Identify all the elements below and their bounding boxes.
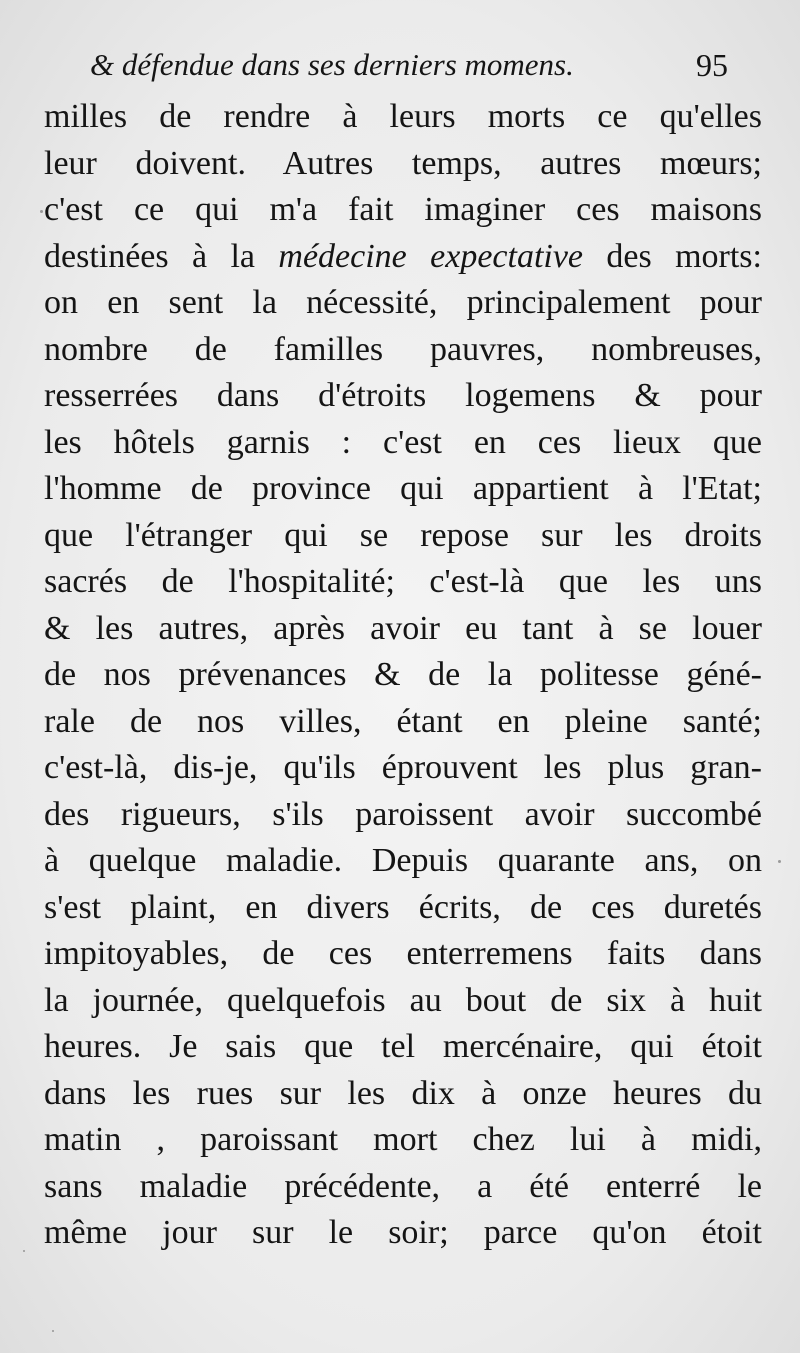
paper-speck bbox=[52, 1330, 54, 1332]
text-line: s'est plaint, en divers écrits, de ces duretés bbox=[44, 888, 762, 926]
running-head-title: & défendue dans ses derniers momens. bbox=[90, 47, 574, 82]
text-line: c'est-là, dis-je, qu'ils éprouvent les plus gran- bbox=[44, 749, 762, 786]
text-segment: destinées à la bbox=[44, 237, 279, 275]
text-line: resserrées dans d'étroits logemens & pour bbox=[44, 377, 762, 414]
text-line: nombre de familles pauvres, nombreuses, bbox=[44, 330, 762, 368]
text-line: la journée, quelquefois au bout de six à huit bbox=[44, 981, 762, 1019]
text-line: dans les rues sur les dix à onze heures du bbox=[44, 1074, 762, 1112]
page-number: 95 bbox=[696, 47, 728, 83]
text-line: impitoyables, de ces enterremens faits dans bbox=[44, 935, 762, 972]
text-line: milles de rendre à leurs morts ce qu'elles bbox=[44, 98, 762, 135]
text-line: sans maladie précédente, a été enterré le bbox=[44, 1167, 762, 1205]
body-text bbox=[44, 94, 762, 1257]
paper-speck bbox=[778, 860, 781, 863]
paper-speck bbox=[23, 1250, 25, 1252]
text-line: des rigueurs, s'ils paroissent avoir succombé bbox=[44, 795, 762, 833]
text-line: on en sent la nécessité, principalement pour bbox=[44, 284, 762, 321]
text-line: que l'étranger qui se repose sur les droits bbox=[44, 516, 762, 554]
text-line: de nos prévenances & de la politesse géné- bbox=[44, 656, 762, 693]
text-line: leur doivent. Autres temps, autres mœurs; bbox=[44, 144, 762, 182]
text-line: heures. Je sais que tel mercénaire, qui étoit bbox=[44, 1028, 762, 1065]
running-head bbox=[90, 40, 770, 90]
text-line: c'est ce qui m'a fait imaginer ces maisons bbox=[44, 191, 762, 228]
text-line bbox=[44, 234, 762, 281]
italic-phrase: médecine expectative bbox=[278, 237, 584, 275]
text-line: rale de nos villes, étant en pleine santé; bbox=[44, 702, 762, 740]
text-line: même jour sur le soir; parce qu'on étoit bbox=[44, 1214, 762, 1251]
text-segment: des morts: bbox=[583, 237, 762, 275]
text-line: matin , paroissant mort chez lui à midi, bbox=[44, 1121, 762, 1158]
text-line: l'homme de province qui appartient à l'Etat; bbox=[44, 470, 762, 507]
text-line: sacrés de l'hospitalité; c'est-là que les uns bbox=[44, 563, 762, 600]
text-line: à quelque maladie. Depuis quarante ans, on bbox=[44, 842, 762, 879]
text-line: les hôtels garnis : c'est en ces lieux que bbox=[44, 423, 762, 461]
text-line: & les autres, après avoir eu tant à se louer bbox=[44, 609, 762, 647]
paper-speck bbox=[40, 210, 43, 213]
